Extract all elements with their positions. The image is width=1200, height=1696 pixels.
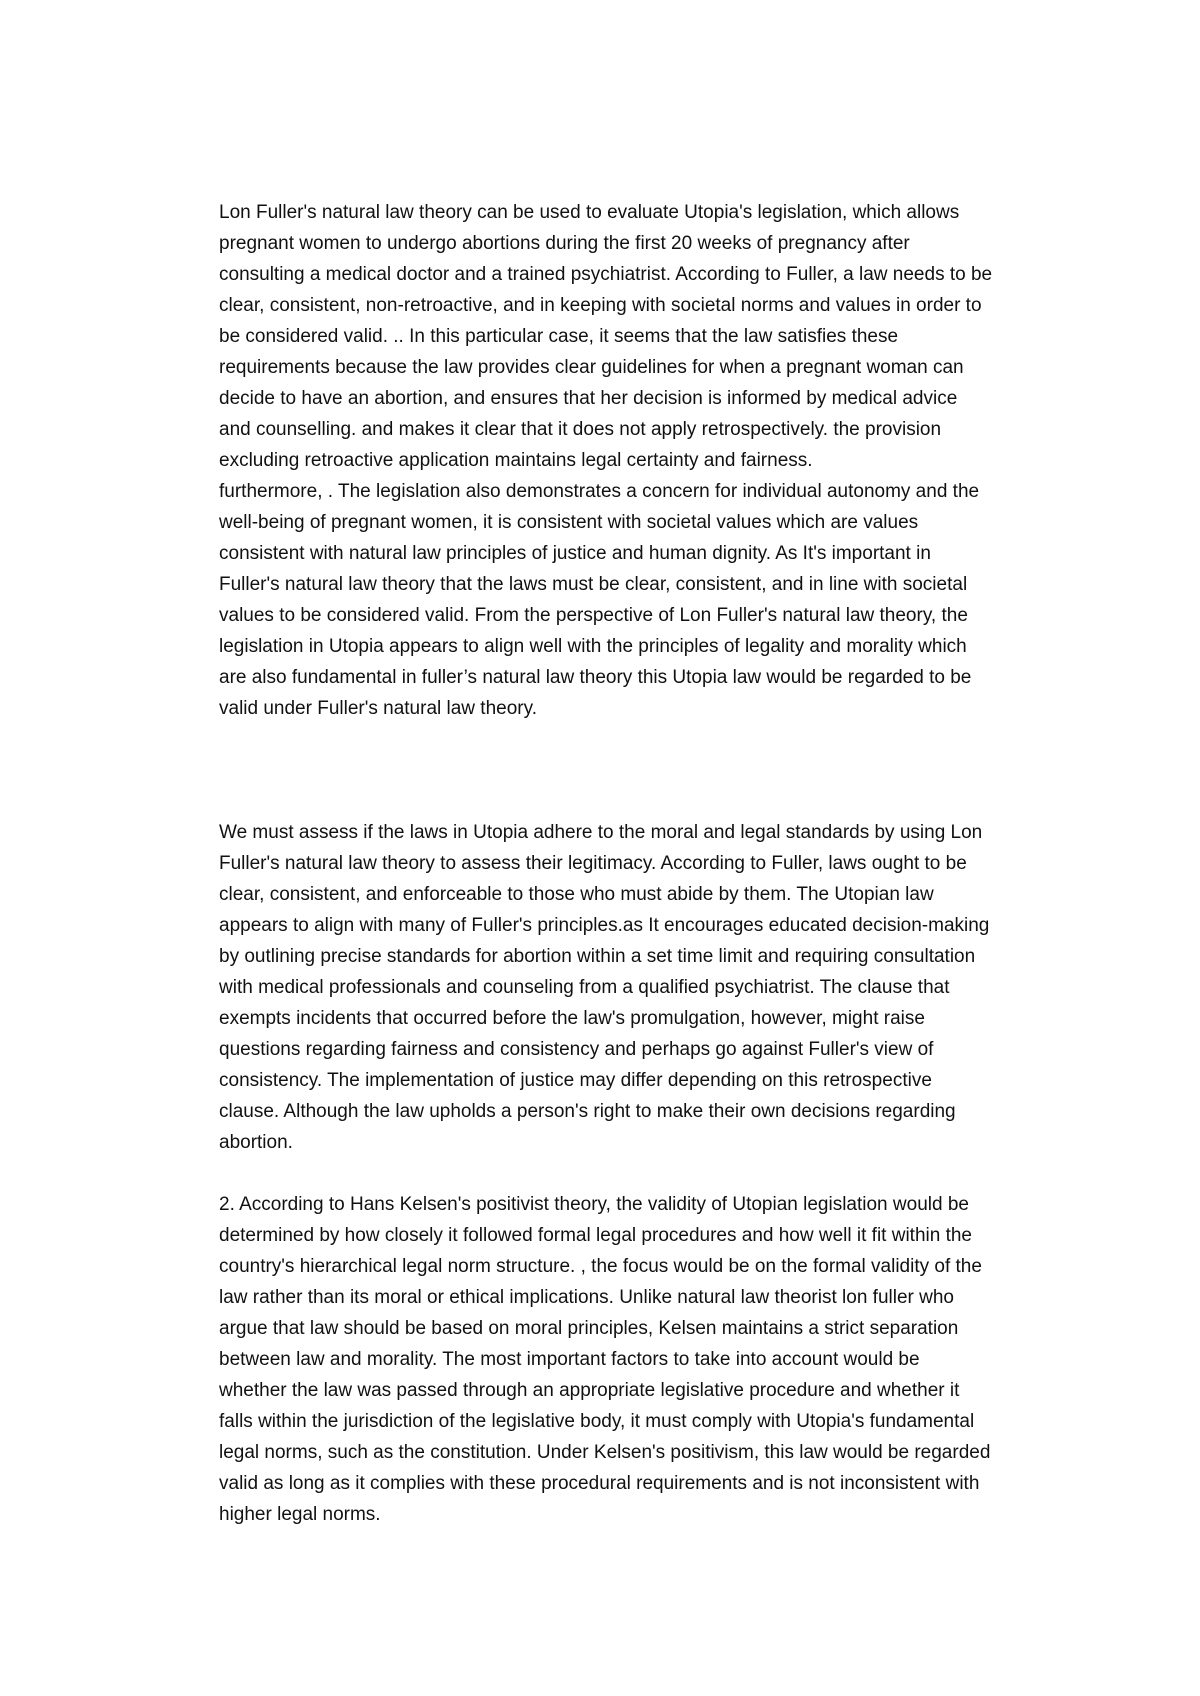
- paragraph-1-line: consulting a medical doctor and a trained psychiatrist. According to Fuller, a law needs to be: [219, 264, 993, 285]
- paragraph-1-line: Lon Fuller's natural law theory can be used to evaluate Utopia's legislation, which allows: [219, 202, 960, 223]
- paragraph-1-line: valid under Fuller's natural law theory.: [219, 698, 537, 719]
- paragraph-1-line: values to be considered valid. From the perspective of Lon Fuller's natural law theory, the: [219, 605, 968, 626]
- paragraph-3-line: falls within the jurisdiction of the legislative body, it must comply with Utopia's fundamental: [219, 1411, 975, 1432]
- paragraph-2-line: consistency. The implementation of justice may differ depending on this retrospective: [219, 1070, 932, 1091]
- paragraph-3-line: between law and morality. The most important factors to take into account would be: [219, 1349, 920, 1370]
- paragraph-1-line: pregnant women to undergo abortions during the first 20 weeks of pregnancy after: [219, 233, 910, 254]
- paragraph-2-line: clear, consistent, and enforceable to those who must abide by them. The Utopian law: [219, 884, 934, 905]
- paragraph-1-line: are also fundamental in fuller’s natural law theory this Utopia law would be regarded to be: [219, 667, 972, 688]
- paragraph-3-line: legal norms, such as the constitution. Under Kelsen's positivism, this law would be regarded: [219, 1442, 991, 1463]
- paragraph-3-line: 2. According to Hans Kelsen's positivist theory, the validity of Utopian legislation would be: [219, 1194, 969, 1215]
- paragraph-2-line: We must assess if the laws in Utopia adhere to the moral and legal standards by using Lon: [219, 822, 983, 843]
- paragraph-1-line: furthermore, . The legislation also demonstrates a concern for individual autonomy and the: [219, 481, 980, 502]
- paragraph-1-line: requirements because the law provides clear guidelines for when a pregnant woman can: [219, 357, 964, 378]
- paragraph-2-line: appears to align with many of Fuller's principles.as It encourages educated decision-making: [219, 915, 990, 936]
- paragraph-2-line: by outlining precise standards for abortion within a set time limit and requiring consultation: [219, 946, 976, 967]
- paragraph-3-line: valid as long as it complies with these procedural requirements and is not inconsistent with: [219, 1473, 980, 1494]
- paragraph-3-line: law rather than its moral or ethical implications. Unlike natural law theorist lon fuller who: [219, 1287, 954, 1308]
- paragraph-1-line: legislation in Utopia appears to align well with the principles of legality and morality which: [219, 636, 967, 657]
- paragraph-3-line: argue that law should be based on moral principles, Kelsen maintains a strict separation: [219, 1318, 959, 1339]
- paragraph-2-line: with medical professionals and counseling from a qualified psychiatrist. The clause that: [219, 977, 950, 998]
- paragraph-2-line: Fuller's natural law theory to assess their legitimacy. According to Fuller, laws ought to be: [219, 853, 967, 874]
- paragraph-1-line: clear, consistent, non-retroactive, and in keeping with societal norms and values in order to: [219, 295, 982, 316]
- paragraph-1-line: excluding retroactive application maintains legal certainty and fairness.: [219, 450, 813, 471]
- paragraph-1-line: consistent with natural law principles of justice and human dignity. As It's important in: [219, 543, 931, 564]
- paragraph-3-line: country's hierarchical legal norm structure. , the focus would be on the formal validity of the: [219, 1256, 982, 1277]
- paragraph-2-line: questions regarding fairness and consistency and perhaps go against Fuller's view of: [219, 1039, 934, 1060]
- paragraph-2-line: clause. Although the law upholds a person's right to make their own decisions regarding: [219, 1101, 956, 1122]
- paragraph-1-line: be considered valid. .. In this particular case, it seems that the law satisfies these: [219, 326, 899, 347]
- paragraph-3-line: determined by how closely it followed formal legal procedures and how well it fit within the: [219, 1225, 972, 1246]
- paragraph-1-line: Fuller's natural law theory that the laws must be clear, consistent, and in line with societal: [219, 574, 968, 595]
- paragraph-2-line: exempts incidents that occurred before the law's promulgation, however, might raise: [219, 1008, 925, 1029]
- paragraph-1-line: decide to have an abortion, and ensures that her decision is informed by medical advice: [219, 388, 958, 409]
- paragraph-1-line: and counselling. and makes it clear that it does not apply retrospectively. the provision: [219, 419, 942, 440]
- paragraph-3-line: whether the law was passed through an appropriate legislative procedure and whether it: [219, 1380, 960, 1401]
- paragraph-2-line: abortion.: [219, 1132, 293, 1153]
- paragraph-1-line: well-being of pregnant women, it is consistent with societal values which are values: [219, 512, 919, 533]
- paragraph-3-line: higher legal norms.: [219, 1504, 381, 1525]
